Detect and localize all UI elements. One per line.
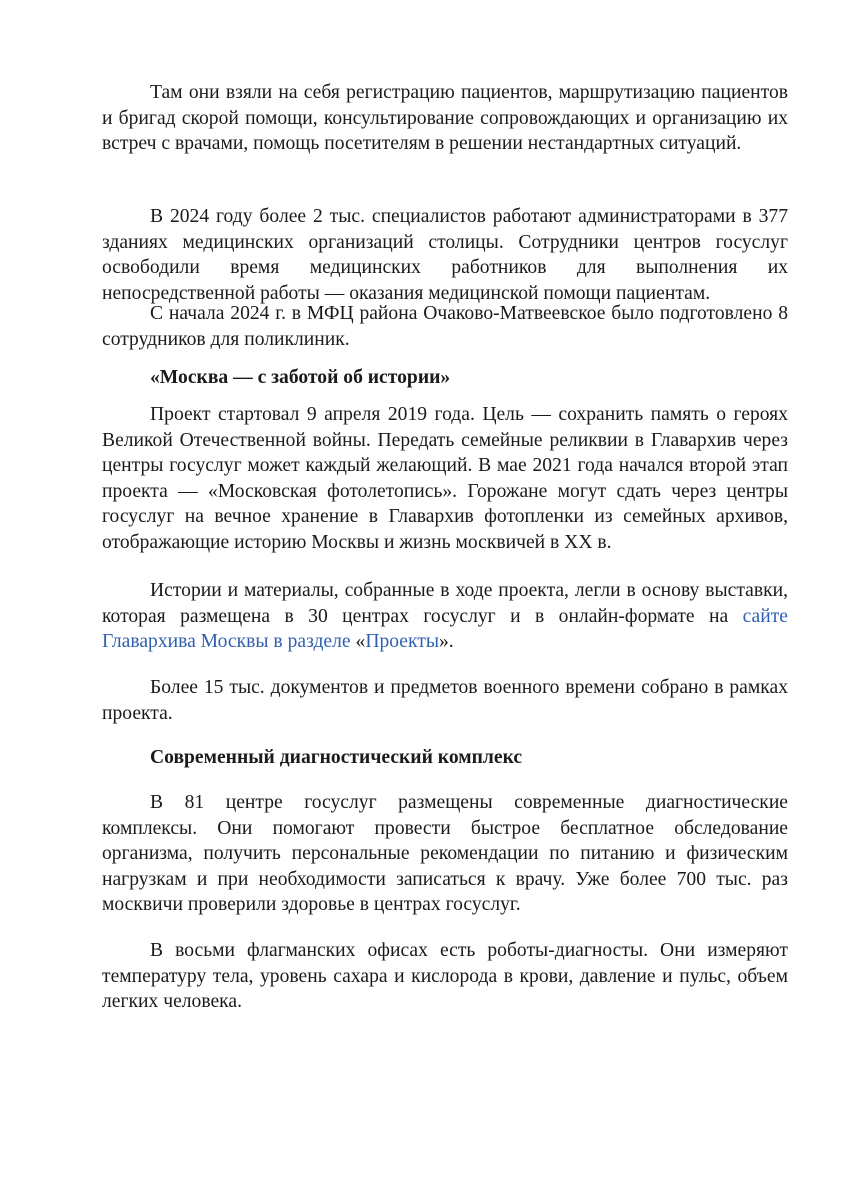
quote-open: « — [355, 631, 366, 652]
archive-site-link[interactable]: сайте Главархива Москвы в разделе — [102, 605, 788, 652]
paragraph-exhibition — [102, 578, 788, 655]
quote-close: ». — [438, 631, 454, 652]
paragraph-administrators: В 2024 году более 2 тыс. специалистов работают администраторами в 377 зданиях медицинских организаций столицы. Сотрудники центров госуслуг освободили время медицинских работников для выполнения их непосредственной работы — оказания медицинской помощи пациентам. — [102, 206, 788, 304]
paragraph-robots: В восьми флагманских офисах есть роботы-диагносты. Они измеряют температуру тела, уровень сахара и кислорода в крови, давление и пульс, объем легких человека. — [102, 940, 788, 1012]
paragraph-diagnostic-complexes: В 81 центре госуслуг размещены современные диагностические комплексы. Они помогают провести быстрое бесплатное обследование организма, получить персональные рекомендации по питанию и физическим нагрузкам и при необходимости записаться к врачу. Уже более 700 тыс. раз москвичи проверили здоровье в центрах госуслуг. — [102, 792, 788, 915]
projects-link[interactable]: Проекты — [365, 631, 439, 652]
heading-diagnostic: Современный диагностический комплекс — [150, 747, 523, 768]
exhibition-text: Истории и материалы, собранные в ходе проекта, легли в основу выставки, которая размещена в 30 центрах госуслуг и в онлайн-формате на — [102, 580, 788, 627]
paragraph-registration: Там они взяли на себя регистрацию пациентов, маршрутизацию пациентов и бригад скорой помощи, консультирование сопровождающих и организацию их встреч с врачами, помощь посетителям в решении нестандартных ситуаций. — [102, 82, 788, 154]
heading-history: «Москва — с заботой об истории» — [150, 367, 451, 388]
paragraph-project-start: Проект стартовал 9 апреля 2019 года. Цель — сохранить память о героях Великой Отечественной войны. Передать семейные реликвии в Главархив через центры госуслуг может каждый желающий. В мае 2021 года начался второй этап проекта — «Московская фотолетопись». Горожане могут сдать через центры госуслуг на вечное хранение в Главархив фотопленки из семейных архивов, отображающие историю Москвы и жизнь москвичей в XX в. — [102, 404, 788, 553]
paragraph-documents-count: Более 15 тыс. документов и предметов военного времени собрано в рамках проекта. — [102, 677, 788, 724]
paragraph-ochakovo: С начала 2024 г. в МФЦ района Очаково-Матвеевское было подготовлено 8 сотрудников для поликлиник. — [102, 303, 788, 350]
